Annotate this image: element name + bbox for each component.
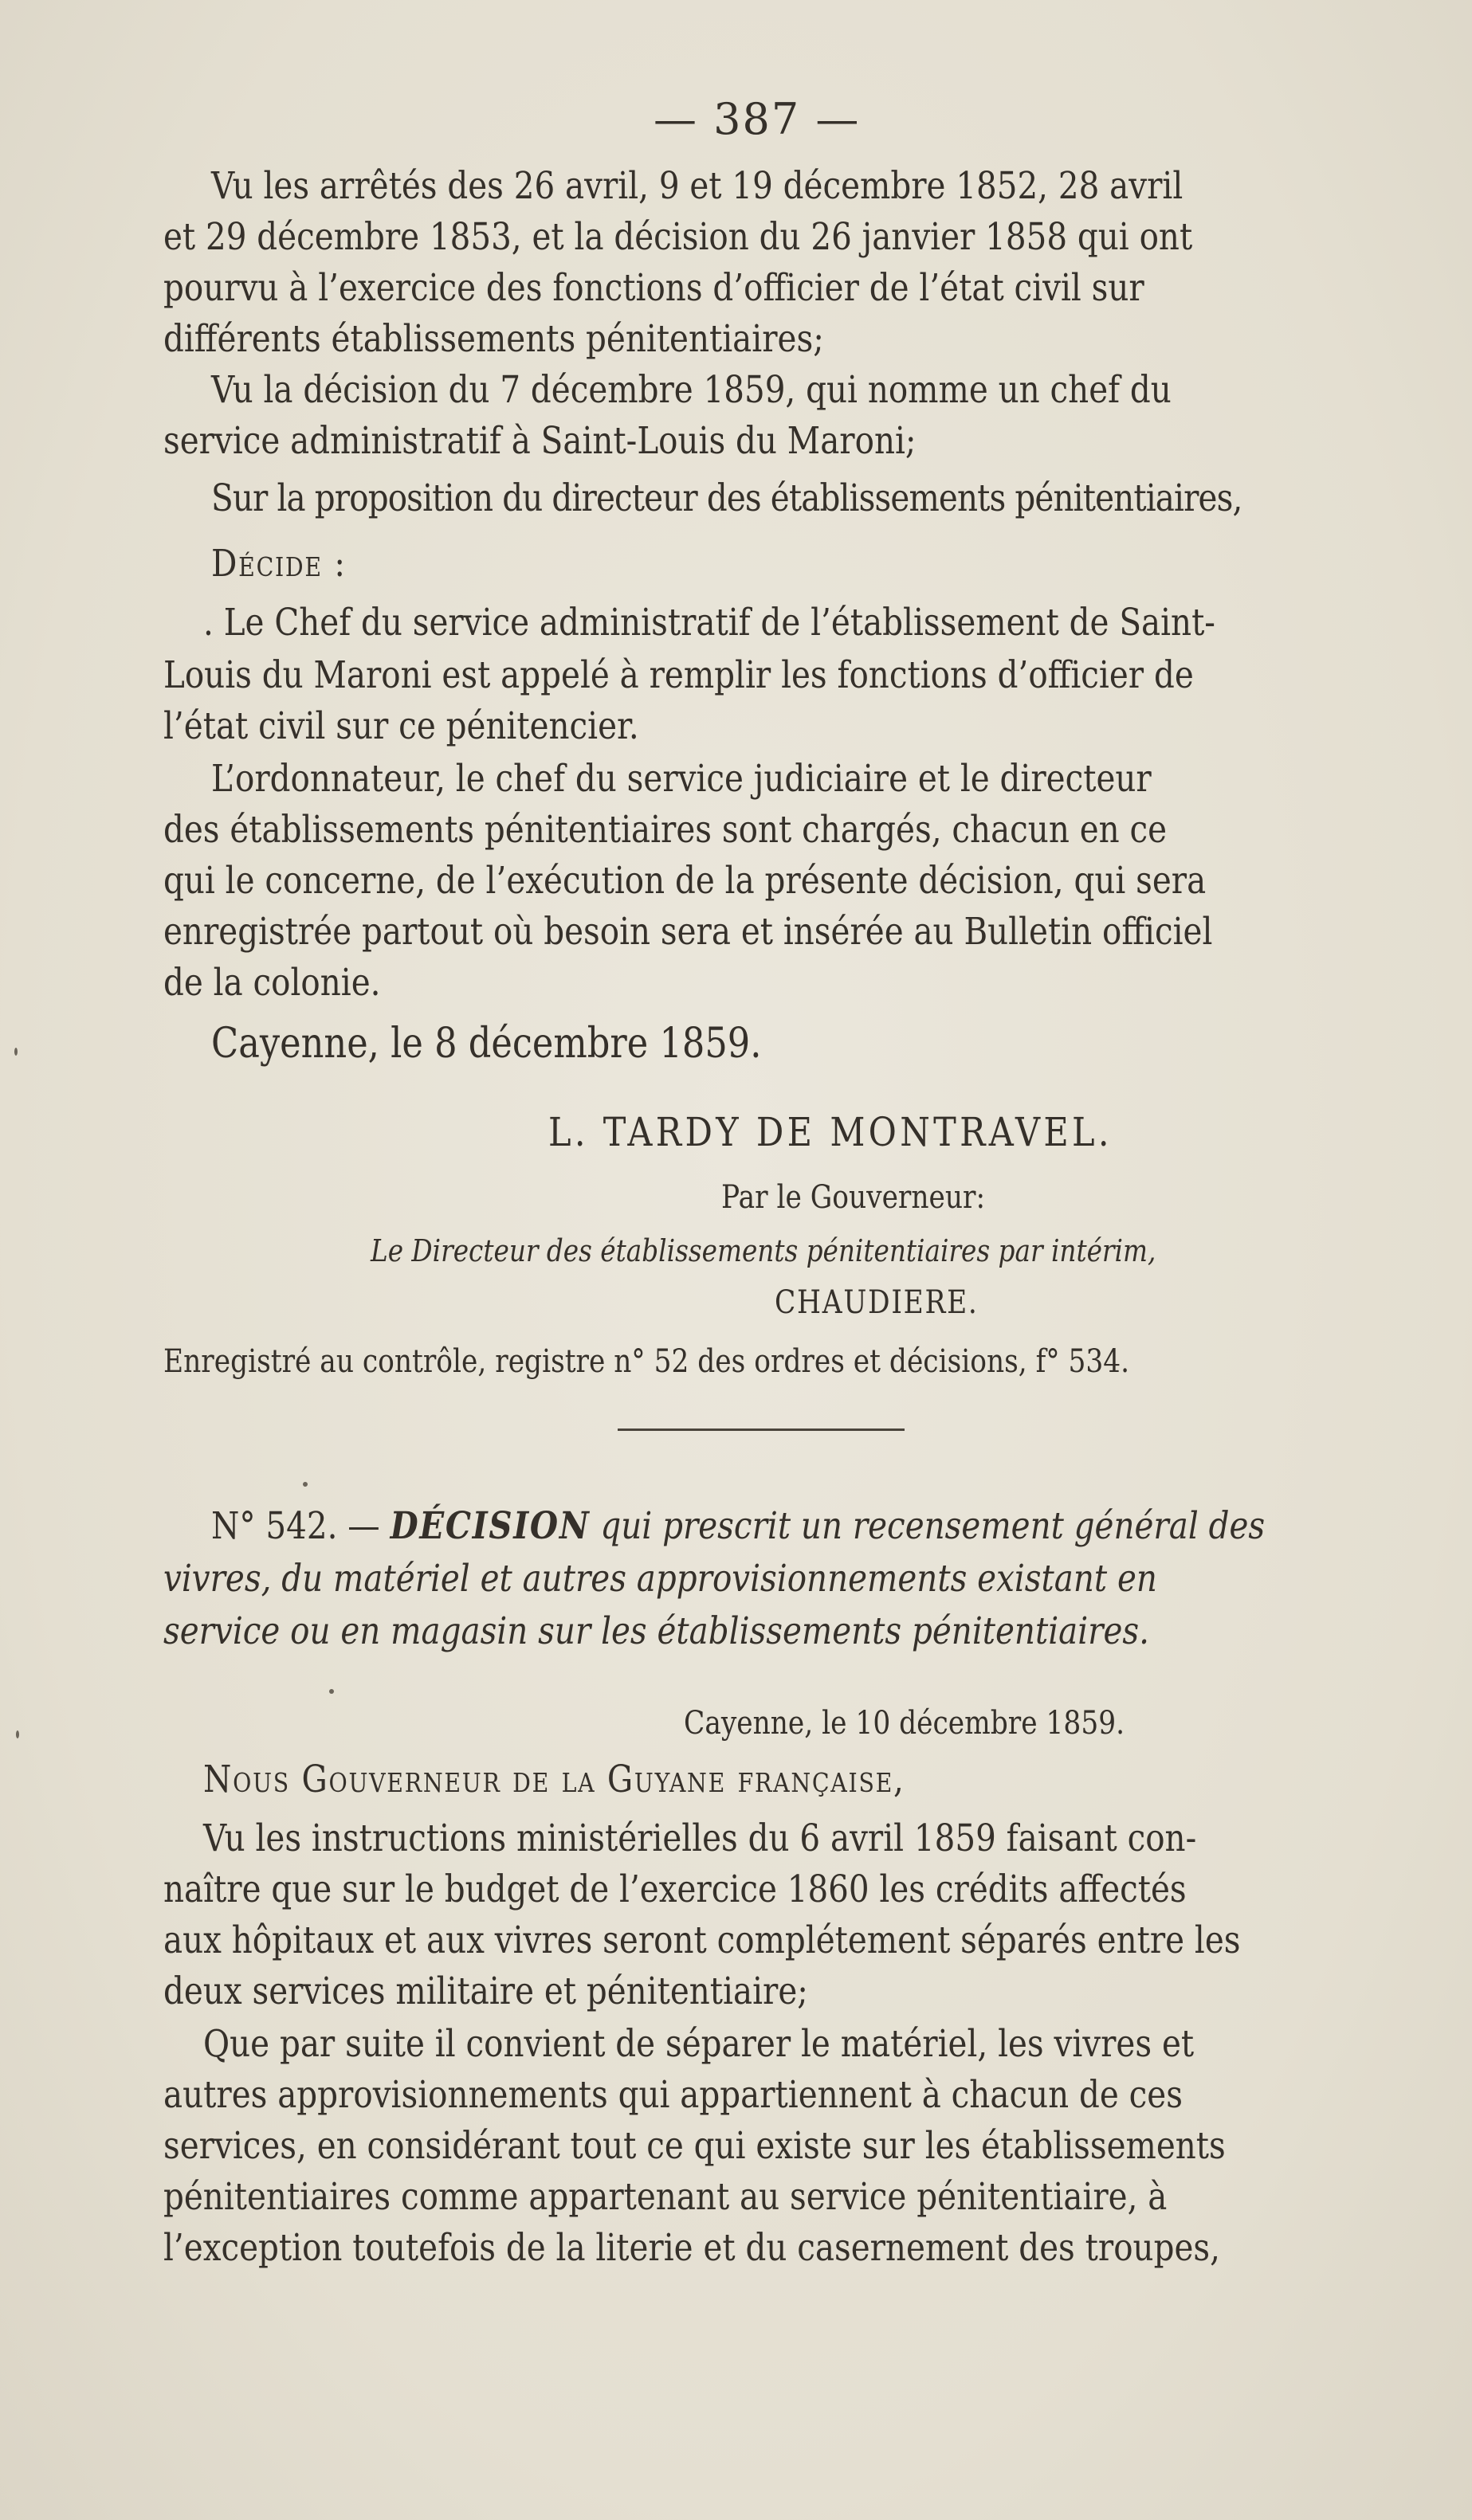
text-line: l’exception toutefois de la literie et du casernement des troupes, — [163, 2226, 1220, 2270]
section-divider — [618, 1429, 905, 1431]
text-line: L’ordonnateur, le chef du service judiciaire et le directeur — [211, 757, 1152, 801]
decision-heading-line: service ou en magasin sur les établissements pénitentiaires. — [163, 1609, 1150, 1653]
text-line: service administratif à Saint-Louis du Maroni; — [163, 419, 917, 463]
text-line: qui le concerne, de l’exécution de la présente décision, qui sera — [163, 859, 1207, 903]
text-line: deux services militaire et pénitentiaire; — [163, 1969, 808, 2013]
governor-signature: L. TARDY DE MONTRAVEL. — [548, 1109, 1113, 1155]
text-line: pénitentiaires comme appartenant au service pénitentiaire, à — [163, 2175, 1168, 2219]
text-line: pourvu à l’exercice des fonctions d’officier de l’état civil sur — [163, 266, 1144, 310]
page-folio: — 387 — — [654, 94, 861, 144]
scan-speck — [16, 1730, 19, 1738]
text-line: autres approvisionnements qui appartiennent à chacun de ces — [163, 2073, 1183, 2117]
decision-heading: N° 542. — DÉCISION qui prescrit un recensement général des — [211, 1504, 1266, 1548]
decision-heading-line: vivres, du matériel et autres approvisionnements existant en — [163, 1557, 1157, 1601]
place-date: Cayenne, le 10 décembre 1859. — [684, 1705, 1125, 1742]
text-line: naître que sur le budget de l’exercice 1860 les crédits affectés — [163, 1867, 1187, 1911]
decision-number: N° 542. — [211, 1504, 338, 1548]
text-line: différents établissements pénitentiaires; — [163, 317, 824, 361]
scan-speck — [329, 1689, 334, 1694]
scan-speck — [14, 1048, 18, 1056]
text-line: de la colonie. — [163, 961, 381, 1005]
text-line: Que par suite il convient de séparer le matériel, les vivres et — [203, 2022, 1195, 2066]
text-line: et 29 décembre 1853, et la décision du 26 janvier 1858 qui ont — [163, 215, 1193, 259]
par-le-gouverneur: Par le Gouverneur: — [721, 1179, 986, 1216]
text-line: . Le Chef du service administratif de l’établissement de Saint- — [203, 601, 1215, 645]
scan-speck — [303, 1482, 308, 1487]
text-line: enregistrée partout où besoin sera et insérée au Bulletin officiel — [163, 910, 1213, 954]
text-line: Vu les arrêtés des 26 avril, 9 et 19 décembre 1852, 28 avril — [211, 164, 1183, 208]
directeur-title: Le Directeur des établissements pénitentiaires par intérim, — [371, 1233, 1156, 1268]
text-line: aux hôpitaux et aux vivres seront complétement séparés entre les — [163, 1918, 1241, 1962]
text-line: services, en considérant tout ce qui existe sur les établissements — [163, 2124, 1226, 2168]
preamble: Nous Gouverneur de la Guyane française, — [203, 1758, 905, 1801]
text-line: l’état civil sur ce pénitencier. — [163, 704, 639, 748]
text-line: Louis du Maroni est appelé à remplir les fonctions d’officier de — [163, 653, 1194, 697]
text-line: des établissements pénitentiaires sont chargés, chacun en ce — [163, 808, 1168, 852]
directeur-name: CHAUDIERE. — [775, 1284, 979, 1321]
decide-label: Décide : — [211, 542, 347, 586]
registration-note: Enregistré au contrôle, registre n° 52 des ordres et décisions, f° 534. — [163, 1343, 1130, 1380]
decision-word: DÉCISION — [390, 1504, 591, 1548]
text-line: Vu la décision du 7 décembre 1859, qui nomme un chef du — [211, 368, 1172, 412]
text-line: Sur la proposition du directeur des établissements pénitentiaires, — [211, 476, 1242, 520]
place-date: Cayenne, le 8 décembre 1859. — [211, 1020, 762, 1068]
text-line: Vu les instructions ministérielles du 6 avril 1859 faisant con- — [203, 1817, 1197, 1860]
